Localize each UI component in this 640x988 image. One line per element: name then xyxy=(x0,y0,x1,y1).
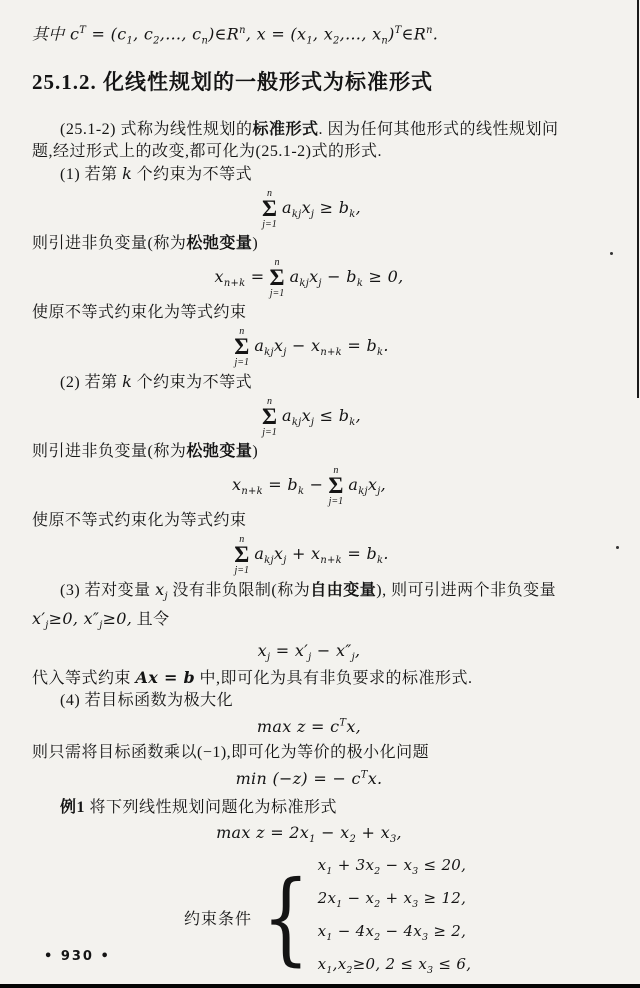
item-4-line: (4) 若目标函数为极大化 xyxy=(60,691,234,709)
var-xj: $x_j$ xyxy=(155,579,168,602)
sigma-symbol: Σ xyxy=(234,333,250,359)
scan-edge-rule-bottom xyxy=(0,984,640,988)
page-number: • 930 • xyxy=(44,949,111,964)
formula-constraint-ge xyxy=(32,189,586,230)
bold-term-slack-variable: 松弛变量 xyxy=(186,234,253,252)
formula-expression: $a_{kj}x_j - b_k \ge 0$, xyxy=(289,266,404,290)
scan-speck xyxy=(610,252,613,255)
item-text: ), 则可引进两个非负变量 xyxy=(376,581,557,599)
text: 且令 xyxy=(132,610,170,628)
sigma-sum xyxy=(262,397,277,438)
formula-expression: min (−z) = − $c^Tx$. xyxy=(235,769,383,789)
constraint-label: 约束条件 xyxy=(184,911,253,929)
sigma-upper-limit: n xyxy=(239,533,245,545)
formula-expression: $a_{kj}x_j + x_{n+k} = b_k$. xyxy=(254,543,389,567)
item-text: 个约束为不等式 xyxy=(132,165,253,183)
sigma-upper-limit: n xyxy=(274,256,280,268)
slack-intro-line xyxy=(32,233,586,255)
item-text: (2) 若第 xyxy=(60,373,123,391)
sigma-upper-limit: n xyxy=(267,395,272,407)
bold-term-slack-variable: 松弛变量 xyxy=(186,442,253,460)
sigma-sum xyxy=(234,535,249,576)
minimization-line: 则只需将目标函数乘以(−1),即可化为等价的极小化问题 xyxy=(32,743,430,761)
formula-expression: $x_{n+k}$ = xyxy=(214,266,265,290)
constraint-rows xyxy=(318,852,472,984)
constraint-row: $x_1,x_2\ge 0$, $2 \le x_3 \le 6$, xyxy=(317,954,472,976)
item-3-line-2 xyxy=(32,608,586,637)
sigma-upper-limit: n xyxy=(267,187,272,199)
formula-expression: $\max z = c^Tx$, xyxy=(256,717,362,737)
formula-example-objective xyxy=(32,822,586,846)
text: 则引进非负变量(称为 xyxy=(32,234,187,252)
sigma-sum xyxy=(234,327,249,368)
formula-slack-definition-2 xyxy=(32,466,586,507)
nonneg-vars: $x'_j\ge 0$, $x''_j\ge 0$, xyxy=(32,608,133,631)
text: ) xyxy=(252,234,259,252)
example-label: 例1 xyxy=(60,798,86,816)
intro-line: 其中 $c^T = (c_1$, $c_2,\dots$, $c_n)\in R^n$, $x = (x_1$, $x_2,\dots$, $x_n)^T\in R^n$. xyxy=(32,24,439,47)
formula-expression: $a_{kj}x_j \ge b_k$, xyxy=(282,197,361,221)
para-text: . 因为任何其他形式的线性规划问 xyxy=(318,120,559,138)
slack-intro-line xyxy=(32,441,586,463)
scan-edge-rule-right xyxy=(637,0,639,398)
formula-min-objective xyxy=(32,767,586,791)
sigma-lower-limit: j=1 xyxy=(328,495,344,507)
formula-equality-constraint-2 xyxy=(32,535,586,576)
text: 代入等式约束 xyxy=(32,669,136,687)
sigma-sum xyxy=(262,189,277,230)
text: 中,即可化为具有非负要求的标准形式. xyxy=(195,669,473,687)
sigma-symbol: Σ xyxy=(269,264,285,290)
formula-slack-definition xyxy=(32,258,586,299)
sigma-upper-limit: n xyxy=(239,325,245,337)
sigma-sum xyxy=(270,258,285,299)
substitution-line xyxy=(32,667,586,690)
section-heading: 25.1.2. 化线性规划的一般形式为标准形式 xyxy=(32,69,433,94)
formula-expression: $x_j = x'_j - x''_j$, xyxy=(257,640,361,663)
formula-expression: $a_{kj}x_j - x_{n+k} = b_k$. xyxy=(254,335,389,359)
formula-constraint-le xyxy=(32,397,586,438)
formula-free-variable-split xyxy=(32,640,586,664)
scan-speck xyxy=(616,546,619,549)
formula-equality-constraint xyxy=(32,327,586,368)
para-text: (25.1-2) 式称为线性规划的 xyxy=(60,120,253,138)
sigma-symbol: Σ xyxy=(261,403,278,429)
text: ) xyxy=(252,442,259,460)
constraint-row: $2x_1 - x_2 + x_3 \ge 12$, xyxy=(317,888,467,910)
constraint-row: $x_1 + 3x_2 - x_3 \le 20$, xyxy=(317,855,467,877)
item-1-line xyxy=(32,163,586,186)
sigma-symbol: Σ xyxy=(234,541,250,567)
item-3-line xyxy=(32,579,586,608)
constraint-row: $x_1 - 4x_2 - 4x_3 \ge 2$, xyxy=(317,921,467,943)
bold-term-free-variable: 自由变量 xyxy=(310,581,377,599)
item-2-line xyxy=(32,371,586,394)
example-text: 将下列线性规划问题化为标准形式 xyxy=(85,798,338,816)
item-text: 个约束为不等式 xyxy=(132,373,253,391)
sigma-sum xyxy=(328,466,343,507)
item-text: (1) 若第 xyxy=(60,165,123,183)
sigma-lower-limit: j=1 xyxy=(234,356,250,368)
equality-intro-line: 使原不等式约束化为等式约束 xyxy=(32,511,247,529)
sigma-lower-limit: j=1 xyxy=(269,287,285,299)
text: 则引进非负变量(称为 xyxy=(32,442,187,460)
sigma-lower-limit: j=1 xyxy=(234,564,250,576)
sigma-symbol: Σ xyxy=(328,472,344,498)
constraint-system xyxy=(184,852,586,984)
example-1-line xyxy=(32,797,586,819)
matrix-equation-Ax-b: Ax = b xyxy=(135,667,196,687)
equality-intro-line: 使原不等式约束化为等式约束 xyxy=(32,303,247,321)
formula-expression: $x_{n+k} = b_k$ − xyxy=(231,474,324,498)
item-text: (3) 若对变量 xyxy=(60,581,156,599)
left-brace: { xyxy=(261,859,310,977)
formula-max-objective xyxy=(32,715,586,739)
sigma-lower-limit: j=1 xyxy=(262,426,277,438)
bold-term-standard-form: 标准形式 xyxy=(252,120,319,138)
formula-expression: $a_{kj}x_j$, xyxy=(348,474,387,498)
paragraph-line: 题,经过形式上的改变,都可化为(25.1-2)式的形式. xyxy=(32,142,382,160)
sigma-lower-limit: j=1 xyxy=(262,218,277,230)
formula-expression: $a_{kj}x_j \le b_k$, xyxy=(282,405,361,429)
sigma-symbol: Σ xyxy=(261,195,278,221)
sigma-upper-limit: n xyxy=(333,464,339,476)
item-text: 没有非负限制(称为 xyxy=(167,581,311,599)
paragraph-line xyxy=(32,119,586,141)
formula-expression: $\max z = 2x_1 - x_2 + x_3$, xyxy=(216,822,402,845)
var-k: k xyxy=(122,371,133,391)
var-k: k xyxy=(122,163,133,183)
